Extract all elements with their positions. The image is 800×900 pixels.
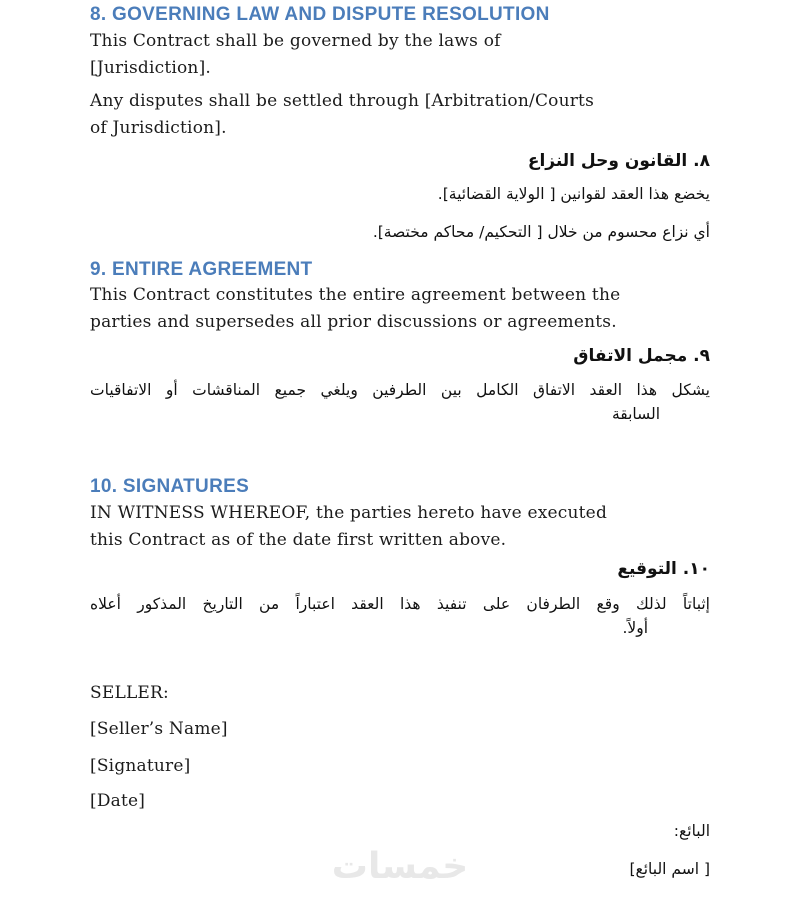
date-placeholder: [Date] (90, 791, 146, 811)
signature-placeholder: [Signature] (90, 756, 191, 776)
section-8-paragraph-1-ar: يخضع هذا العقد لقوانين [ الولاية القضائية]. (437, 185, 710, 203)
section-10-heading-ar: ١٠. التوقيع (617, 559, 710, 579)
section-9-heading-ar: ٩. مجمل الاتفاق (573, 346, 710, 366)
seller-label-ar: البائع: (673, 822, 710, 840)
section-9-paragraph-ar (90, 378, 710, 426)
seller-name-placeholder-ar: [ اسم البائع] (629, 860, 710, 878)
seller-name-placeholder: [Seller’s Name] (90, 719, 228, 739)
section-8-paragraph-2-ar: أي نزاع محسوم من خلال [ التحكيم/ محاكم مختصة]. (372, 223, 710, 241)
section-10-paragraph-en (90, 500, 710, 554)
seller-label: SELLER: (90, 683, 169, 703)
section-10-paragraph-ar (90, 592, 710, 640)
text-line: This Contract shall be governed by the laws of (90, 31, 501, 51)
text-line: IN WITNESS WHEREOF, the parties hereto have executed (90, 503, 608, 523)
section-9-heading-en: 9. ENTIRE AGREEMENT (90, 259, 313, 280)
text-line: السابقة (611, 405, 660, 423)
section-8-paragraph-1-en (90, 28, 710, 82)
section-8-paragraph-2-en (90, 88, 710, 142)
section-10-heading-en: 10. SIGNATURES (90, 476, 250, 497)
khamsat-watermark: خمسات (331, 846, 469, 887)
text-line: Any disputes shall be settled through [Arbitration/Courts (90, 91, 595, 111)
text-line: أولاً. (622, 619, 648, 637)
text-line: يشكل هذا العقد الاتفاق الكامل بين الطرفين ويلغي جميع المناقشات أو الاتفاقيات (90, 381, 710, 399)
text-line: This Contract constitutes the entire agreement between the (90, 285, 621, 305)
text-line: إثباتاً لذلك وقع الطرفان على تنفيذ هذا العقد اعتباراً من التاريخ المذكور أعلاه (90, 595, 710, 613)
section-8-heading-en: 8. GOVERNING LAW AND DISPUTE RESOLUTION (90, 4, 550, 25)
text-line: this Contract as of the date first written above. (90, 530, 507, 550)
text-line: parties and supersedes all prior discussions or agreements. (90, 312, 617, 332)
text-line: [Jurisdiction]. (90, 58, 212, 78)
section-8-heading-ar: ٨. القانون وحل النزاع (527, 151, 710, 171)
text-line: of Jurisdiction]. (90, 118, 227, 138)
section-9-paragraph-en (90, 282, 710, 336)
